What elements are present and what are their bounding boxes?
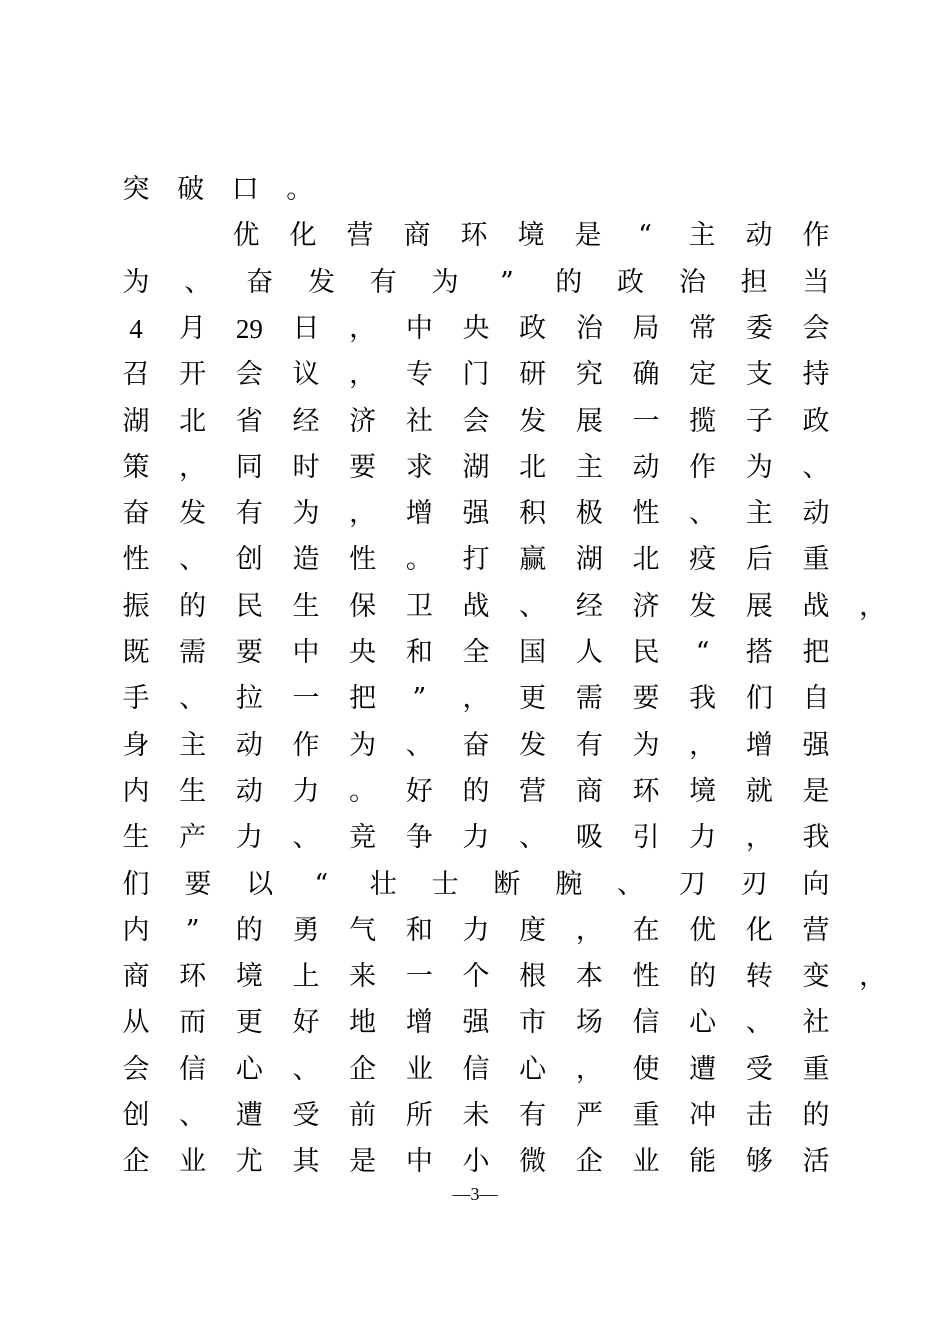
text-char: 而: [179, 1007, 207, 1039]
text-char: 地: [349, 1007, 377, 1039]
text-char: 民: [235, 590, 263, 622]
text-char: 央: [349, 637, 377, 668]
text-char: 在: [632, 914, 660, 946]
text-line: [0, 631, 950, 675]
text-char: 后: [745, 544, 773, 576]
text-char: 营: [346, 220, 374, 252]
text-char: 开: [179, 359, 207, 391]
text-char: 一: [632, 405, 660, 437]
text-char: 引: [632, 822, 660, 854]
text-line: [0, 307, 950, 351]
text-char: 有: [575, 729, 603, 761]
text-char: 好: [405, 775, 433, 807]
text-char: 发: [179, 498, 207, 530]
text-char: 力: [235, 822, 263, 854]
text-line: [0, 909, 950, 953]
text-char: 重: [802, 544, 830, 576]
text-char: 民: [632, 637, 660, 668]
text-char: 支: [745, 359, 773, 391]
text-char: 微: [519, 1146, 547, 1178]
text-char: 、: [519, 822, 547, 854]
text-char: 奋: [246, 266, 274, 298]
text-char: 变: [802, 961, 830, 993]
text-char: 动: [235, 729, 263, 761]
text-char: ，: [575, 1053, 603, 1085]
text-char: 的: [179, 590, 207, 622]
text-char: 发: [689, 590, 717, 622]
text-char: 本: [575, 961, 603, 993]
text-char: ，: [745, 822, 773, 854]
text-char: ，: [179, 451, 207, 483]
text-char: 战: [462, 590, 490, 622]
text-char: 政: [519, 312, 547, 344]
text-char: 气: [349, 914, 377, 946]
text-char: ，: [689, 729, 717, 761]
text-char: 。: [286, 174, 314, 205]
text-char: 心: [235, 1053, 263, 1085]
text-char: ，: [859, 961, 887, 993]
text-char: 力: [292, 775, 320, 807]
text-char: 其: [292, 1146, 320, 1178]
text-char: 是: [574, 220, 602, 252]
text-char: 、: [292, 1053, 320, 1085]
text-char: 的: [802, 1100, 830, 1131]
text-char: 把: [802, 637, 830, 668]
text-line: [0, 863, 950, 907]
text-char: 。: [349, 775, 377, 807]
text-char: 发: [307, 266, 335, 298]
text-char: 会: [462, 405, 490, 437]
text-char: 担: [740, 266, 768, 298]
text-char: 够: [745, 1146, 773, 1178]
text-char: 主: [179, 729, 207, 761]
text-char: 一: [292, 683, 320, 715]
text-char: 要: [235, 637, 263, 668]
text-char: 国: [519, 637, 547, 668]
text-char: 要: [184, 868, 212, 900]
text-char: 们: [745, 683, 773, 715]
text-char: 商: [575, 775, 603, 807]
text-char: 积: [519, 498, 547, 530]
text-char: 受: [745, 1053, 773, 1085]
text-char: 心: [519, 1053, 547, 1085]
text-char: 性: [349, 544, 377, 576]
text-char: 优: [232, 220, 260, 252]
text-char: 奋: [462, 729, 490, 761]
text-char: 中: [405, 1146, 433, 1178]
text-line: [0, 400, 950, 444]
text-char: 济: [632, 590, 660, 622]
text-char: 要: [349, 451, 377, 483]
text-char: 日: [292, 312, 320, 344]
text-char: 求: [405, 451, 433, 483]
text-char: 营: [519, 775, 547, 807]
text-char: 社: [802, 1007, 830, 1039]
text-char: 全: [462, 637, 490, 668]
text-line: [0, 353, 950, 397]
text-char: 人: [575, 637, 603, 668]
text-line: [0, 816, 950, 860]
text-char: 从: [122, 1007, 150, 1039]
text-char: 遭: [689, 1053, 717, 1085]
text-char: 我: [689, 683, 717, 715]
text-char: 的: [555, 266, 583, 298]
text-char: 强: [802, 729, 830, 761]
text-char: 创: [122, 1100, 150, 1131]
text-line: [0, 1140, 950, 1184]
text-char: 环: [179, 961, 207, 993]
text-char: 内: [122, 914, 150, 946]
text-char: 、: [802, 451, 830, 483]
text-char: 生: [122, 822, 150, 854]
text-char: 、: [689, 498, 717, 530]
text-char: 策: [122, 451, 150, 483]
text-char: 环: [460, 220, 488, 252]
text-char: 更: [235, 1007, 263, 1039]
text-char: 性: [122, 544, 150, 576]
text-char: ，: [859, 590, 887, 622]
text-char: 中: [292, 637, 320, 668]
text-char: 境: [689, 775, 717, 807]
text-char: 把: [349, 683, 377, 715]
text-char: 增: [405, 498, 433, 530]
text-char: 化: [745, 914, 773, 946]
text-char: 社: [405, 405, 433, 437]
text-char: 生: [179, 775, 207, 807]
text-line: [0, 214, 950, 258]
text-char: 经: [292, 405, 320, 437]
text-char: 、: [519, 590, 547, 622]
text-char: 手: [122, 683, 150, 715]
text-char: 强: [462, 498, 490, 530]
text-char: 腕: [555, 868, 583, 900]
text-char: 为: [632, 729, 660, 761]
text-char: 政: [802, 405, 830, 437]
text-char: 业: [405, 1053, 433, 1085]
text-char: 企: [349, 1053, 377, 1085]
text-char: 卫: [405, 590, 433, 622]
text-char: 主: [745, 498, 773, 530]
text-char: 破: [177, 174, 205, 205]
text-char: 动: [632, 451, 660, 483]
text-line: [0, 770, 950, 814]
text-char: 保: [349, 590, 377, 622]
text-char: 发: [519, 405, 547, 437]
text-char: 月: [179, 312, 207, 344]
text-char: 专: [405, 359, 433, 391]
text-char: 会: [235, 359, 263, 391]
text-char: 展: [575, 405, 603, 437]
text-char: 北: [632, 544, 660, 576]
text-char: 信: [462, 1053, 490, 1085]
text-char: 动: [802, 498, 830, 530]
text-char: 受: [292, 1100, 320, 1131]
text-char: 壮: [369, 868, 397, 900]
text-char: 信: [179, 1053, 207, 1085]
text-char: 争: [405, 822, 433, 854]
text-char: 业: [179, 1146, 207, 1178]
text-char: 、: [617, 868, 645, 900]
text-char: 议: [292, 359, 320, 391]
text-char: 极: [575, 498, 603, 530]
text-char: 时: [292, 451, 320, 483]
text-line: [0, 261, 950, 305]
text-char: 主: [688, 220, 716, 252]
text-char: 遭: [235, 1100, 263, 1131]
text-char: 、: [179, 1100, 207, 1131]
text-char: “: [314, 868, 329, 900]
text-char: 使: [632, 1053, 660, 1085]
text-char: “: [695, 637, 710, 668]
text-char: 省: [235, 405, 263, 437]
text-char: 能: [689, 1146, 717, 1178]
text-char: 要: [632, 683, 660, 715]
text-char: 向: [802, 868, 830, 900]
text-char: 性: [632, 961, 660, 993]
text-char: 有: [519, 1100, 547, 1131]
text-char: 、: [745, 1007, 773, 1039]
text-char: 断: [493, 868, 521, 900]
text-char: 拉: [235, 683, 263, 715]
text-char: 同: [235, 451, 263, 483]
text-char: 为: [349, 729, 377, 761]
text-char: 作: [802, 220, 830, 252]
text-char: 有: [369, 266, 397, 298]
text-char: 刃: [740, 868, 768, 900]
text-char: 主: [575, 451, 603, 483]
text-char: 根: [519, 961, 547, 993]
text-char: 是: [349, 1146, 377, 1178]
text-char: 召: [122, 359, 150, 391]
text-line: [0, 1048, 950, 1092]
text-char: 当: [802, 266, 830, 298]
text-char: 个: [462, 961, 490, 993]
text-char: 发: [519, 729, 547, 761]
text-char: 造: [292, 544, 320, 576]
text-char: 需: [575, 683, 603, 715]
text-char: 击: [745, 1100, 773, 1131]
text-char: 央: [462, 312, 490, 344]
text-char: ，: [349, 312, 377, 344]
text-char: 力: [689, 822, 717, 854]
text-line: [0, 1001, 950, 1045]
text-char: 济: [349, 405, 377, 437]
text-char: 业: [632, 1146, 660, 1178]
text-char: 北: [519, 451, 547, 483]
text-char: 转: [745, 961, 773, 993]
text-char: 竞: [349, 822, 377, 854]
text-char: 尤: [235, 1146, 263, 1178]
text-char: 口: [231, 174, 259, 205]
text-char: 内: [122, 775, 150, 807]
text-char: 重: [632, 1100, 660, 1131]
text-char: 信: [632, 1007, 660, 1039]
text-char: 商: [403, 220, 431, 252]
text-char: 就: [745, 775, 773, 807]
text-char: 作: [689, 451, 717, 483]
text-char: “: [638, 220, 652, 252]
text-char: ”: [500, 266, 514, 298]
text-char: 自: [802, 683, 830, 715]
text-char: 增: [745, 729, 773, 761]
text-char: 门: [462, 359, 490, 391]
text-line: [0, 724, 950, 768]
text-line: [0, 446, 950, 490]
text-line: [0, 1094, 950, 1138]
text-char: ，: [349, 498, 377, 530]
text-char: 为: [431, 266, 459, 298]
text-char: 士: [431, 868, 459, 900]
text-char: 冲: [689, 1100, 717, 1131]
text-line: [0, 955, 950, 999]
text-char: 确: [632, 359, 660, 391]
text-char: 打: [462, 544, 490, 576]
text-char: 动: [235, 775, 263, 807]
text-char: 们: [122, 868, 150, 900]
text-char: 局: [632, 312, 660, 344]
text-char: 性: [632, 498, 660, 530]
text-char: 上: [292, 961, 320, 993]
text-char: 前: [349, 1100, 377, 1131]
text-char: 身: [122, 729, 150, 761]
text-char: 小: [462, 1146, 490, 1178]
text-char: ，: [575, 914, 603, 946]
text-char: 以: [246, 868, 274, 900]
text-char: 生: [292, 590, 320, 622]
text-char: 搭: [745, 637, 773, 668]
text-char: 29: [235, 313, 263, 344]
text-char: 好: [292, 1007, 320, 1039]
text-char: 刀: [678, 868, 706, 900]
text-char: 研: [519, 359, 547, 391]
text-char: 突: [122, 174, 150, 205]
text-char: 委: [745, 312, 773, 344]
text-char: 、: [179, 544, 207, 576]
text-char: 疫: [689, 544, 717, 576]
text-char: 展: [745, 590, 773, 622]
text-char: 政: [617, 266, 645, 298]
text-char: 为: [292, 498, 320, 530]
text-char: ，: [349, 359, 377, 391]
text-char: 和: [405, 637, 433, 668]
text-char: 心: [689, 1007, 717, 1039]
text-char: 优: [689, 914, 717, 946]
text-char: 活: [802, 1146, 830, 1178]
text-char: 商: [122, 961, 150, 993]
text-char: 湖: [462, 451, 490, 483]
text-char: 揽: [689, 405, 717, 437]
text-char: 重: [802, 1053, 830, 1085]
text-char: 战: [802, 590, 830, 622]
text-char: 北: [179, 405, 207, 437]
text-char: 强: [462, 1007, 490, 1039]
text-char: 吸: [575, 822, 603, 854]
text-char: 、: [405, 729, 433, 761]
text-line: [0, 677, 950, 721]
text-char: 有: [235, 498, 263, 530]
text-char: 企: [575, 1146, 603, 1178]
text-char: 更: [519, 683, 547, 715]
text-char: 需: [179, 637, 207, 668]
text-char: 未: [462, 1100, 490, 1131]
text-char: 度: [519, 914, 547, 946]
text-char: 场: [575, 1007, 603, 1039]
text-char: 为: [745, 451, 773, 483]
text-char: 动: [745, 220, 773, 252]
text-char: 为: [122, 266, 150, 298]
text-char: 的: [235, 914, 263, 946]
text-char: 振: [122, 590, 150, 622]
text-char: 严: [575, 1100, 603, 1131]
text-line: [0, 492, 950, 536]
text-char: 一: [405, 961, 433, 993]
text-char: 湖: [575, 544, 603, 576]
text-char: 会: [122, 1053, 150, 1085]
text-char: 境: [517, 220, 545, 252]
text-char: 和: [405, 914, 433, 946]
text-char: 境: [235, 961, 263, 993]
text-char: 的: [689, 961, 717, 993]
text-char: 作: [292, 729, 320, 761]
text-char: ”: [412, 683, 427, 715]
text-char: 既: [122, 637, 150, 668]
text-char: 营: [802, 914, 830, 946]
text-char: 定: [689, 359, 717, 391]
text-char: 、: [292, 822, 320, 854]
text-char: 中: [405, 312, 433, 344]
text-char: 企: [122, 1146, 150, 1178]
text-char: 增: [405, 1007, 433, 1039]
text-char: 、: [179, 683, 207, 715]
text-char: 经: [575, 590, 603, 622]
text-char: 治: [678, 266, 706, 298]
text-char: 奋: [122, 498, 150, 530]
text-char: 持: [802, 359, 830, 391]
text-char: 力: [462, 822, 490, 854]
text-line: [0, 168, 950, 212]
text-char: 勇: [292, 914, 320, 946]
text-char: 赢: [519, 544, 547, 576]
text-char: 常: [689, 312, 717, 344]
page-number: —3—: [452, 1184, 498, 1204]
text-char: 化: [289, 220, 317, 252]
text-char: 、: [184, 266, 212, 298]
text-line: [0, 538, 950, 582]
text-char: 产: [179, 822, 207, 854]
text-char: ，: [462, 683, 490, 715]
text-char: 我: [802, 822, 830, 854]
text-char: 市: [519, 1007, 547, 1039]
text-char: 的: [462, 775, 490, 807]
text-char: 子: [745, 405, 773, 437]
text-char: 来: [349, 961, 377, 993]
text-char: 力: [462, 914, 490, 946]
text-char: 会: [802, 312, 830, 344]
text-char: 治: [575, 312, 603, 344]
text-line: [0, 585, 950, 629]
text-char: 究: [575, 359, 603, 391]
text-char: 环: [632, 775, 660, 807]
text-char: 创: [235, 544, 263, 576]
text-char: 。: [405, 544, 433, 576]
text-char: 所: [405, 1100, 433, 1131]
text-char: 湖: [122, 405, 150, 437]
text-char: 是: [802, 775, 830, 807]
text-char: ”: [185, 914, 200, 946]
text-char: 4: [129, 313, 143, 344]
